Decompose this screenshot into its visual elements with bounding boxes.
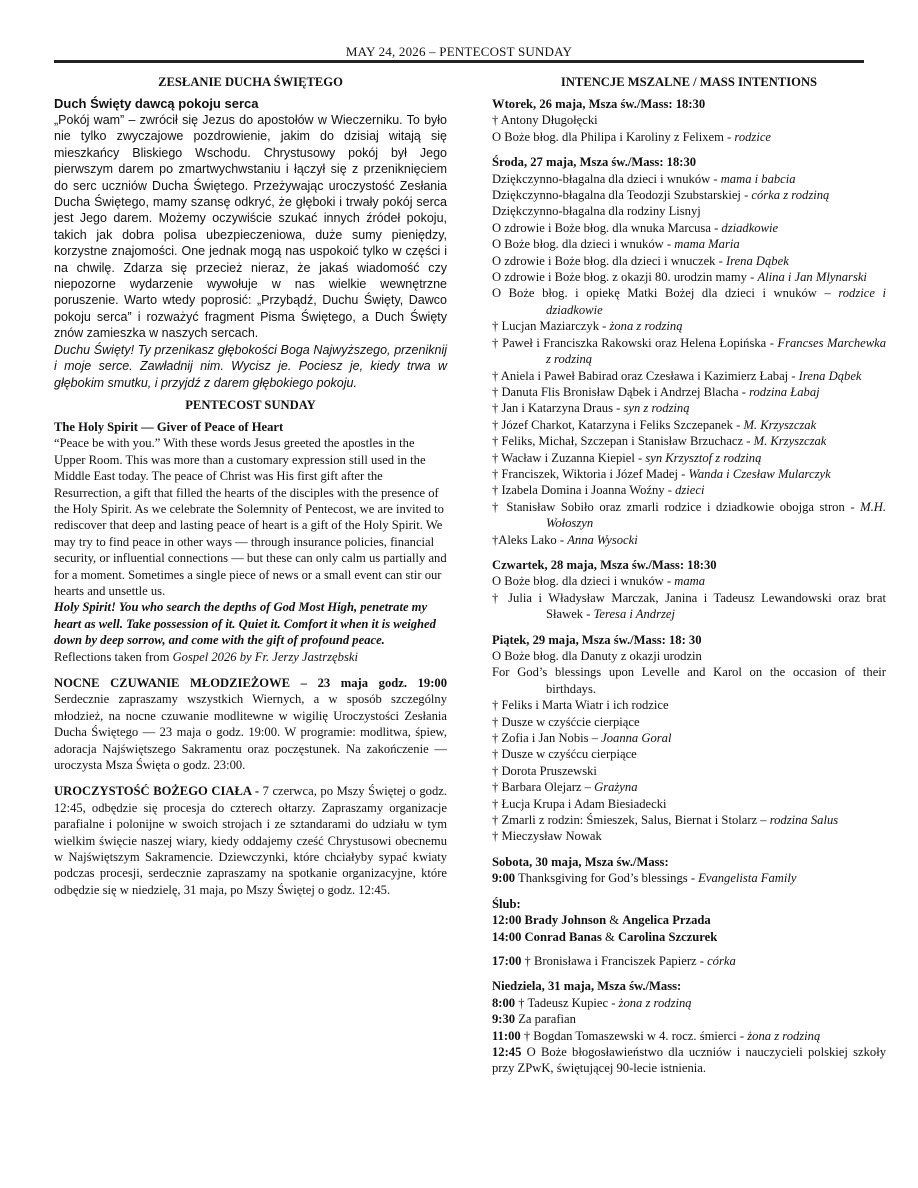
mass-day-label: Czwartek, 28 maja, Msza św./Mass: 18:30 [492,557,717,572]
mass-intention-entry [492,532,886,548]
intention-requester: Alina i Jan Mlynarski [757,270,867,285]
reflections-credit [54,649,447,665]
intention-text: † Dorota Pruszewski [492,763,597,778]
mass-intention-entry [492,573,886,589]
mass-intention-entry [492,400,886,416]
english-heading: The Holy Spirit — Giver of Peace of Heart [54,419,284,434]
left-column [54,74,447,898]
english-section-title: PENTECOST SUNDAY [185,397,316,412]
intention-requester: mama [674,574,706,589]
sunday-requester: żona z rodziną [618,995,692,1010]
mass-intention-entry [492,664,886,697]
intention-requester: M. Krzyszczak [743,417,817,432]
wedding-2-time: 14:00 [492,929,522,944]
intention-requester: córka z rodziną [751,188,830,203]
intention-text: † Mieczysław Nowak [492,829,602,844]
mass-intention-entry [492,796,886,812]
mass-intention-entry [492,171,886,187]
intention-requester: syn Krzysztof z rodziną [645,450,762,465]
right-column [492,74,886,1077]
intention-requester: rodzice i dziadkowie [546,286,886,317]
saturday-evening-time: 17:00 [492,953,522,968]
sunday-time: 12:45 [492,1044,522,1059]
polish-body: „Pokój wam” – zwrócił się Jezus do apostołów w Wieczerniku. To było nie tylko zwyczajowe pozdrowienie, jakim do dzisiaj witają się mieszkańcy Bliskiego Wschodu. Chrystusowy pokój był Jego pierwszym darem po zmartwychwstaniu i łączył się z przeniknięciem do serc uczniów Ducha Świętego. Przeżywając uroczystość Zesłania Ducha Świętego, mamy szansę odkryć, że głęboki i trwały pokój serca jest Jego darem. Możemy oczywiście szukać innych źródeł pokoju, takich jak dobra polisa ubezpieczeniowa, duże sumy pieniędzy, korzystne znajomości. One jednak mogą nas uspokoić tylko w części i na chwilę. Zdarza się przecież nieraz, że jakaś wiadomość czy niepozorne wydarzenie wywołuje w nas wielkie wewnętrzne poruszenie. Warto wtedy poprosić: „Przybądź, Duchu Święty, Dawco pokoju serca” i rozważyć fragment Pisma Świętego, a Duch Święty znów zamieszka w naszych sercach. [54,113,447,341]
intention-text: † Antony Długołęcki [492,113,598,128]
intention-text: † Józef Charkot, Katarzyna i Feliks Szczepanek - [492,417,744,432]
mass-day-label: Piątek, 29 maja, Msza św./Mass: 18: 30 [492,632,702,647]
intention-text: O Boże błog. dla dzieci i wnuków - [492,237,675,252]
youth-vigil-text: Serdecznie zapraszamy wszystkich Wiernych, a w sposób szczególny młodzież, na nocne czuwanie modlitewne w wigilię Uroczystości Zesłania Ducha Świętego — 23 maja o godz. 19:00. W programie: modlitwa, śpiew, adoracja Najświętszego Sakramentu oraz poczęstunek. Na zakończenie — uroczysta Msza Święta o godz. 23:00. [54,692,447,773]
intention-text: O Boże błog. dla Philipa i Karoliny z Felixem - [492,129,735,144]
sunday-entry [492,1028,886,1044]
mass-intention-entry [492,779,886,795]
intention-text: Dziękczynno-błagalna dla Teodozji Szubstarskiej - [492,188,752,203]
intention-requester: rodzina Salus [769,813,839,828]
wedding-1-bride: Angelica Przada [622,913,711,928]
corpus-christi-title: UROCZYSTOŚĆ BOŻEGO CIAŁA - [54,784,260,799]
sunday-time: 8:00 [492,995,516,1010]
polish-heading: Duch Święty dawcą pokoju serca [54,96,259,111]
mass-intention-entry [492,220,886,236]
saturday-time: 9:00 [492,871,516,886]
intention-requester: M. Krzyszczak [753,434,827,449]
saturday-text: Thanksgiving for God’s blessings - [515,871,699,886]
intention-text: † Feliks i Marta Wiatr i ich rodzice [492,698,669,713]
polish-section-title: ZESŁANIE DUCHA ŚWIĘTEGO [158,75,343,89]
intention-text: † Zmarli z rodzin: Śmieszek, Salus, Biernat i Stolarz – [492,813,770,828]
mass-intentions-days [492,96,886,845]
mass-intention-entry [492,285,886,318]
wedding-1 [492,912,886,928]
intention-text: † Zofia i Jan Nobis – [492,731,602,746]
mass-intention-entry [492,112,886,128]
intention-text: † Dusze w czyśćcu cierpiące [492,747,637,762]
sunday-entry [492,1011,886,1027]
mass-intention-entry [492,318,886,334]
saturday-evening-family: córka [707,953,736,968]
mass-intention-entry [492,187,886,203]
corpus-christi-notice [54,783,447,898]
mass-intention-entry [492,746,886,762]
mass-intention-entry [492,269,886,285]
saturday-evening-entry [492,953,886,969]
wedding-2-groom: Conrad Banas [524,929,602,944]
saturday-entry [492,870,886,886]
wedding-1-and: & [606,913,623,928]
mass-intention-entry [492,466,886,482]
mass-intention-entry [492,482,886,498]
mass-intention-entry [492,450,886,466]
intention-text: † Julia i Władysław Marczak, Janina i Tadeusz Lewandowski oraz brat Sławek - [492,590,886,622]
mass-intention-entry [492,648,886,664]
english-body: “Peace be with you.” With these words Jesus greeted the apostles in the Upper Room. This was more than a customary expression still used in the Middle East today. The peace of Christ was His first gift after the Resurrection, a gift that filled the hearts of the disciples with the presence of the Holy Spirit. As we celebrate the Solemnity of Pentecost, we are invited to rediscover that deep and lasting peace of heart is a gift of the Holy Spirit. We may try to find peace in other ways — through insurance policies, financial security, or influential connections — but these can only calm us partially and for a moment. Sometimes a single piece of news or a small event can stir our hearts and unsettle us. [54,436,447,598]
mass-intention-entry [492,433,886,449]
reflections-source: Gospel 2026 by Fr. Jerzy Jastrzębski [172,649,358,664]
intention-text: † Feliks, Michał, Szczepan i Stanisław Brzuchacz - [492,434,754,449]
intention-text: † Franciszek, Wiktoria i Józef Madej - [492,466,689,481]
intention-text: Dziękczynno-błagalna dla dzieci i wnuków - [492,171,721,186]
mass-day-label: Wtorek, 26 maja, Msza św./Mass: 18:30 [492,97,706,111]
corpus-christi-text: 7 czerwca, po Mszy Świętej o godz. 12:45, odbędzie się procesja do czterech ołtarzy. Zapraszamy organizacje parafialne i polonijne w swoich strojach i ze sztandarami do udziału w tym wielkim święcie naszej wiary, kiedy oddajemy cześć Chrystusowi obecnemu w Najświętszym Sakramencie. Dziewczynki, które chciałyby sypać kwiaty podczas procesji, serdecznie zapraszamy na spotkanie organizacyjne, które odbędzie się w niedzielę, 31 maja, po Mszy Świętej o godz. 12:45. [54,784,447,897]
intention-text: O Boże błog. dla dzieci i wnuków - [492,574,675,589]
youth-vigil-title: NOCNE CZUWANIE MŁODZIEŻOWE – 23 maja godz. 19:00 [54,676,447,690]
mass-intention-entry [492,203,886,219]
intention-text: † Jan i Katarzyna Draus - [492,401,624,416]
page-header: MAY 24, 2026 – PENTECOST SUNDAY [345,44,573,59]
reflections-prefix: Reflections taken from [54,649,173,664]
intention-requester: dziadkowie [721,220,779,235]
mass-intention-entry [492,253,886,269]
intention-requester: rodzice [734,129,771,144]
intention-text: For God’s blessings upon Levelle and Karol on the occasion of their birthdays. [492,665,886,696]
intention-text: † Danuta Flis Bronisław Dąbek i Andrzej Blacha - [492,384,750,399]
intention-requester: Wanda i Czesław Mularczyk [688,466,831,481]
intention-requester: mama i babcia [720,171,796,186]
intention-text: † Lucjan Maziarczyk - [492,319,610,334]
english-prayer: Holy Spirit! You who search the depths of God Most High, penetrate my heart as well. Take possession of it. Quiet it. Comfort it when it is weighed down by deep sorrow, and come with the gift of profound peace. [54,600,436,648]
intention-requester: syn z rodziną [623,401,690,416]
sunday-text: † Bogdan Tomaszewski w 4. rocz. śmierci - [520,1028,748,1043]
wedding-label: Ślub: [492,896,521,911]
intention-text: Dziękczynno-błagalna dla rodziny Lisnyj [492,204,701,219]
intention-text: O Boże błog. i opiekę Matki Bożej dla dzieci i wnuków – [492,286,839,301]
intention-text: † Stanisław Sobiło oraz zmarli rodzice i dziadkowie obojga stron - [492,499,861,514]
mass-intention-entry [492,697,886,713]
sunday-time: 11:00 [492,1028,521,1043]
mass-intention-entry [492,236,886,252]
intention-text: O zdrowie i Boże błog. z okazji 80. urodzin mamy - [492,270,758,285]
wedding-2 [492,929,886,945]
mass-intention-entry [492,499,886,532]
intention-requester: Anna Wysocki [567,532,638,547]
intention-text: † Barbara Olejarz – [492,780,595,795]
saturday-family: Evangelista Family [698,871,797,886]
wedding-2-and: & [601,929,618,944]
mass-intention-entry [492,384,886,400]
intention-requester: Joanna Goral [601,731,672,746]
mass-intentions-title: INTENCJE MSZALNE / MASS INTENTIONS [560,75,818,89]
mass-intention-entry [492,335,886,368]
sunday-entries [492,995,886,1077]
youth-vigil-notice [54,675,447,773]
saturday-evening-text: † Bronisława i Franciszek Papierz - [521,953,708,968]
mass-intention-entry [492,828,886,844]
sunday-text: † Tadeusz Kupiec - [515,995,619,1010]
mass-intention-entry [492,129,886,145]
sunday-label: Niedziela, 31 maja, Msza św./Mass: [492,979,682,994]
mass-intention-entry [492,590,886,623]
intention-requester: dzieci [675,483,705,498]
mass-intention-entry [492,714,886,730]
sunday-time: 9:30 [492,1012,516,1027]
intention-requester: Francses Marchewka z rodziną [546,335,886,367]
intention-text: † Paweł i Franciszka Rakowski oraz Helena Łopińska - [492,335,778,350]
intention-text: † Dusze w czyśćcie cierpiące [492,714,640,729]
mass-intention-entry [492,417,886,433]
wedding-2-bride: Carolina Szczurek [617,929,718,944]
saturday-label: Sobota, 30 maja, Msza św./Mass: [492,854,669,869]
sunday-entry [492,995,886,1011]
sunday-requester: żona z rodziną [747,1028,821,1043]
mass-intention-entry [492,730,886,746]
mass-day-label: Środa, 27 maja, Msza św./Mass: 18:30 [492,155,697,170]
polish-prayer: Duchu Święty! Ty przenikasz głębokości Boga Najwyższego, przeniknij i moje serce. Zawładnij nim. Wycisz je. Pociesz je, kiedy trwa w głębokim smutku, i przyjdź z darem głębokiego pokoju. [54,342,447,390]
intention-text: † Łucja Krupa i Adam Biesiadecki [492,796,667,811]
mass-intention-entry [492,763,886,779]
mass-intention-entry [492,812,886,828]
intention-requester: Grażyna [594,780,638,795]
intention-requester: mama Maria [674,237,740,252]
intention-requester: Teresa i Andrzej [593,607,675,622]
intention-requester: Irena Dąbek [725,253,789,268]
intention-requester: M.H. Wołoszyn [546,499,886,531]
intention-text: † Aniela i Paweł Babirad oraz Czesława i Kazimierz Łabaj - [492,368,799,383]
intention-text: †Aleks Lako - [492,532,568,547]
intention-text: † Wacław i Zuzanna Kiepiel - [492,450,646,465]
intention-requester: Irena Dąbek [798,368,862,383]
intention-requester: rodzina Łabaj [749,384,820,399]
intention-text: O zdrowie i Boże błog. dla dzieci i wnuczek - [492,253,726,268]
sunday-text: Za parafian [515,1012,576,1027]
sunday-entry [492,1044,886,1077]
wedding-1-time: 12:00 [492,913,522,928]
wedding-1-groom: Brady Johnson [524,913,607,928]
intention-text: O Boże błog. dla Danuty z okazji urodzin [492,649,702,663]
intention-requester: żona z rodziną [609,319,683,334]
intention-text: † Izabela Domina i Joanna Woźny - [492,483,676,498]
sunday-text: O Boże błogosławieństwo dla uczniów i nauczycieli polskiej szkoły przy ZPwK, świętującej 90-lecie istnienia. [492,1044,886,1076]
header-rule [54,60,864,63]
intention-text: O zdrowie i Boże błog. dla wnuka Marcusa - [492,220,722,235]
mass-intention-entry [492,368,886,384]
